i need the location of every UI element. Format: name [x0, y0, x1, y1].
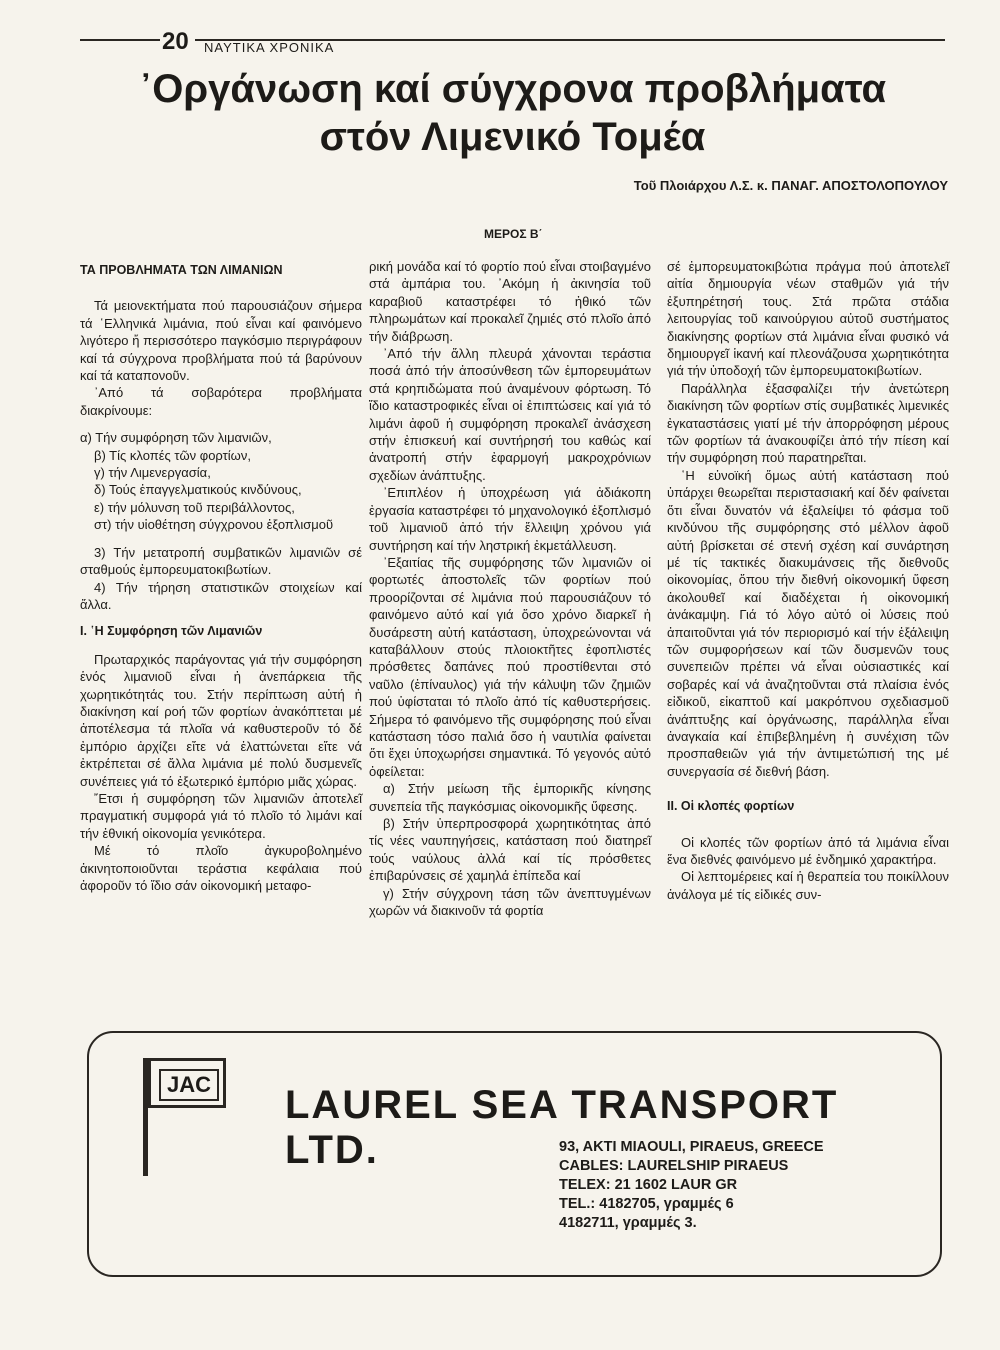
company-name: LAUREL SEA TRANSPORT LTD. — [285, 1083, 839, 1172]
list-item: στ) τήν υἱοθέτηση σύγχρονου ἐξοπλισμοῦ — [94, 517, 334, 533]
page-number: 20 — [160, 28, 195, 56]
column-3 — [667, 258, 949, 903]
paragraph: ᾿Από τήν ἄλλη πλευρά χάνονται τεράστια ποσά ἀπό τήν ἀποσύνθεση τῶν ἐμπορευμάτων στά κρηπιδώματα πού ἀναμένουν φόρτωση. Τό ἴδιο καταστροφικές εἶναι οἱ ἐπιπτώσεις καί γιά τό λιμάνι ἀφοῦ ἡ συμφόρηση προκαλεῖ ἀνάσχεση στήν ἐπισκευή καί συντήρησή του καθώς καί ἀνατροπή στήν ἐφαρμογή μακροχρόνιων σχεδίων ἀνάπτυξης. — [369, 346, 651, 483]
flag-icon — [148, 1058, 226, 1108]
magazine-name: ΝΑΥΤΙΚΑ ΧΡΟΝΙΚΑ — [204, 40, 335, 55]
paragraph: ῎Ετσι ἡ συμφόρηση τῶν λιμανιῶν ἀποτελεῖ πραγματική συμφορά γιά τό πλοῖο τό λιμάνι καί τήν ἐθνική οἰκονομία γενικότερα. — [80, 790, 362, 841]
telex-line: TELEX: 21 1602 LAUR GR — [559, 1177, 738, 1193]
paragraph: Πρωταρχικός παράγοντας γιά τήν συμφόρηση ἑνός λιμανιοῦ εἶναι ἡ ἀνεπάρκεια τῆς χωρητικότητάς του. Στήν περίπτωση αὐτή ἡ διακίνηση καί ροή τῶν φορτίων ἀνακόπτεται μέ ἀποτέλεσμα τά πλοῖα νά καθυστεροῦν τό δέ ἐμπόριο ἀρχίζει εἴτε νά ἐλαττώνεται εἴτε νά ἐκτρέπεται σέ ἄλλα λιμάνια μέ πολύ δυσμενεῖς συνέπειες γιά τό ἐξωτερικό ἐμπόριο μιᾶς χώρας. — [80, 651, 362, 789]
section-heading: ΤΑ ΠΡΟΒΛΗΜΑΤΑ ΤΩΝ ΛΙΜΑΝΙΩΝ — [80, 263, 283, 277]
paragraph: ῾Η εὐνοϊκή ὅμως αὐτή κατάσταση πού ὑπάρχει θεωρεῖται περιστασιακή καί δέν φαίνεται ὅτι εἶναι δυνατόν νά ἐξαλείψει τό φάσμα τοῦ κινδύνου τῆς συμφόρησης στό μέλλον ἀφοῦ αὐτή βρίσκεται σέ στενή σχέση καί συνάρτηση μέ τίς τακτικές διακυμάνσεις τῆς διεθνοῦς οἰκονομίας, ὅπου τήν διεθνή οἰκονομική ὕφεση ἀκολουθεῖ καί διαδέχεται ἡ οἰκονομική ἀνάκαμψη. Γιά τό λόγο αὐτό οἱ λύσεις πού ἀπαιτοῦνται γιά τόν περιορισμό καί τήν ἐξάλειψη τῶν συμφορήσεων καί τῶν δυσμενῶν τους συνεπειῶν πρέπει νά εἶναι οὐσιαστικές καί σοβαρές καί νά ἀναζητοῦνται στά πλαίσια ἑνός εἰδικοῦ, εἰκαπτοῦ καί μακρόπνου σχεδιασμοῦ ἀνάπτυξης καί ὀργάνωσης, παράλληλα εἶναι ἀναγκαία καί ἐπιβεβλημένη ἡ συνέχιση τῶν προσπαθειῶν γιά τήν ἀντιμετώπισή της μέ συνεργασία σέ διεθνή βάση. — [667, 467, 949, 779]
paragraph: ᾿Εξαιτίας τῆς συμφόρησης τῶν λιμανιῶν οἱ φορτωτές ἀποστολεῖς τῶν φορτίων πού προορίζονται σέ λιμάνια πού παρουσιάζουν τό φαινόμενο αὐτό καί γιά ὅσο χρόνο διαρκεῖ ἡ δυσάρεστη αὐτή κατάσταση, ὑποχρεώνονται νά καταβάλλουν στούς πλοιοκτῆτες ἐφοπλιστές πρόσθετες δαπάνες πού προστίθενται στό ναῦλο (ἐπίναυλος) γιά τήν κάλυψη τῶν ζημιῶν πού ὑφίσταται τό πλοῖο ἀπό τίς καθυστερήσεις. Σήμερα τό φαινόμενο τῆς συμφόρησης πού εἶναι κατάσταση τόσο παλιά ὅσο ἡ ναυτιλία φαίνεται ὅτι ἔχει ὑποχωρήσει σημαντικά. Τό γεγονός αὐτό ὀφείλεται: — [369, 554, 651, 779]
list-item: ε) τήν μόλυνση τοῦ περιβάλλοντος, — [94, 499, 295, 515]
list-item: 4) Τήν τήρηση στατιστικῶν στοιχείων καί ἄλλα. — [80, 579, 362, 612]
advertisement — [87, 1031, 942, 1277]
paragraph: ρική μονάδα καί τό φορτίο πού εἶναι στοιβαγμένο στά ἀμπάρια του. ᾿Ακόμη ἡ ἀκινησία τοῦ καραβιοῦ καταστρέφει τό ἠθικό τῶν πληρωμάτων καί προκαλεῖ ζημιές στό πλοῖο ἀπό τήν διάβρωση. — [369, 259, 651, 344]
telephone-line: TEL.: 4182705, γραμμές 6 — [559, 1196, 734, 1212]
logo-text: JAC — [159, 1069, 219, 1101]
paragraph: α) Στήν μείωση τῆς ἐμπορικῆς κίνησης συνεπεία τῆς παγκόσμιας οἰκονομικῆς ὕφεσης. — [369, 781, 651, 814]
section-label: ΜΕΡΟΣ Β΄ — [484, 227, 543, 241]
paragraph: σέ ἐμπορευματοκιβώτια πράγμα πού ἀποτελεῖ αἰτία δημιουργία νέων σταθμῶν γιά τήν ἐξυπηρέτησή τους. Στά πρῶτα στάδια λειτουργίας τοῦ καινούργιου αὐτοῦ συστήματος διακίνησης φορτίων στά λιμάνια εἶναι φυσικό νά δημιουργεῖ ἱκανή καί πλεονάζουσα χωρητικότητα γιά τήν ὑποδοχή τῶν ἐμπορευματοκιβωτίων. — [667, 259, 949, 379]
cables-line: CABLES: LAURELSHIP PIRAEUS — [559, 1158, 789, 1174]
list-item: α) Τήν συμφόρηση τῶν λιμανιῶν, — [80, 430, 272, 446]
paragraph: β) Στήν ὑπερπροσφορά χωρητικότητας ἀπό τίς νέες ναυπηγήσεις, κατάσταση πού διατηρεῖ τούς ναύλους ἀλλά καί τίς πρόσθετες ἐπιβαρύνσεις σέ χαμηλά ἐπίπεδα καί — [369, 816, 651, 884]
subheading: ΙΙ. Οἱ κλοπές φορτίων — [667, 799, 795, 814]
telephone-line-2: 4182711, γραμμές 3. — [559, 1215, 697, 1231]
list-item: β) Τίς κλοπές τῶν φορτίων, — [94, 447, 251, 463]
paragraph: ᾿Επιπλέον ἡ ὑποχρέωση γιά ἀδιάκοπη ἐργασία καταστρέφει τό μηχανολογικό ἐξοπλισμό τοῦ λιμανιοῦ ἀπό τήν ἔλλειψη χρόνου γιά συντήρηση καί τήν ληστρική ἐκμετάλλευση. — [369, 485, 651, 553]
list-item: γ) τήν Λιμενεργασία, — [94, 465, 211, 481]
address-line: 93, AKTI MIAOULI, PIRAEUS, GREECE — [559, 1139, 824, 1155]
paragraph: Οἱ κλοπές τῶν φορτίων ἀπό τά λιμάνια εἶναι ἕνα διεθνές φαινόμενο μέ ἐνδημικό χαρακτήρα. — [667, 834, 949, 867]
article-title-line2: στόν Λιμενικό Τομέα — [319, 115, 706, 159]
contact-info — [559, 1138, 824, 1233]
paragraph: ᾿Από τά σοβαρότερα προβλήματα διακρίνουμε: — [80, 385, 362, 418]
column-1 — [80, 258, 362, 894]
article-author: Τοῦ Πλοιάρχου Λ.Σ. κ. ΠΑΝΑΓ. ΑΠΟΣΤΟΛΟΠΟΥΛΟΥ — [633, 178, 948, 193]
article-title — [80, 65, 945, 161]
paragraph: Παράλληλα ἐξασφαλίζει τήν ἀνετώτερη διακίνηση τῶν φορτίων στίς συμβατικές λιμενικές ἐγκαταστάσεις γιατί μέ τήν ἀπορρόφηση μέρους τῶν φορτίων τά ἀνακουφίζει ἀπό τήν πίεση καί τήν συμφόρηση πού παρατηρεῖται. — [667, 380, 949, 466]
subheading: Ι. ῾Η Συμφόρηση τῶν Λιμανιῶν — [80, 624, 263, 639]
list-item: 3) Τήν μετατροπή συμβατικῶν λιμανιῶν σέ σταθμούς ἐμπορευματοκιβωτίων. — [80, 544, 362, 578]
list-item: δ) Τούς ἐπαγγελματικούς κινδύνους, — [94, 482, 302, 498]
column-2 — [369, 258, 651, 919]
article-title-line1: ᾿Οργάνωση καί σύγχρονα προβλήματα — [138, 67, 887, 111]
paragraph: Μέ τό πλοῖο ἀγκυροβολημένο ἀκινητοποιοῦνται τεράστια κεφάλαια πού ἀφοροῦν τό ἴδιο σάν οἰκονομική μεταφο- — [80, 843, 362, 893]
paragraph: γ) Στήν σύγχρονη τάση τῶν ἀνεπτυγμένων χωρῶν νά διακινοῦν τά φορτία — [369, 885, 651, 919]
paragraph: Τά μειονεκτήματα πού παρουσιάζουν σήμερα τά ῾Ελληνικά λιμάνια, πού εἶναι καί φαινόμενο λιγότερο ἤ περισσότερο παγκόσμιο περιγράφουν καί τά σύγχρονα προβλήματα πού τά βαρύνουν καί τά καταπονοῦν. — [80, 298, 362, 384]
paragraph: Οἱ λεπτομέρειες καί ἡ θεραπεία του ποικίλλουν ἀνάλογα μέ τίς εἰδικές συν- — [667, 869, 949, 902]
